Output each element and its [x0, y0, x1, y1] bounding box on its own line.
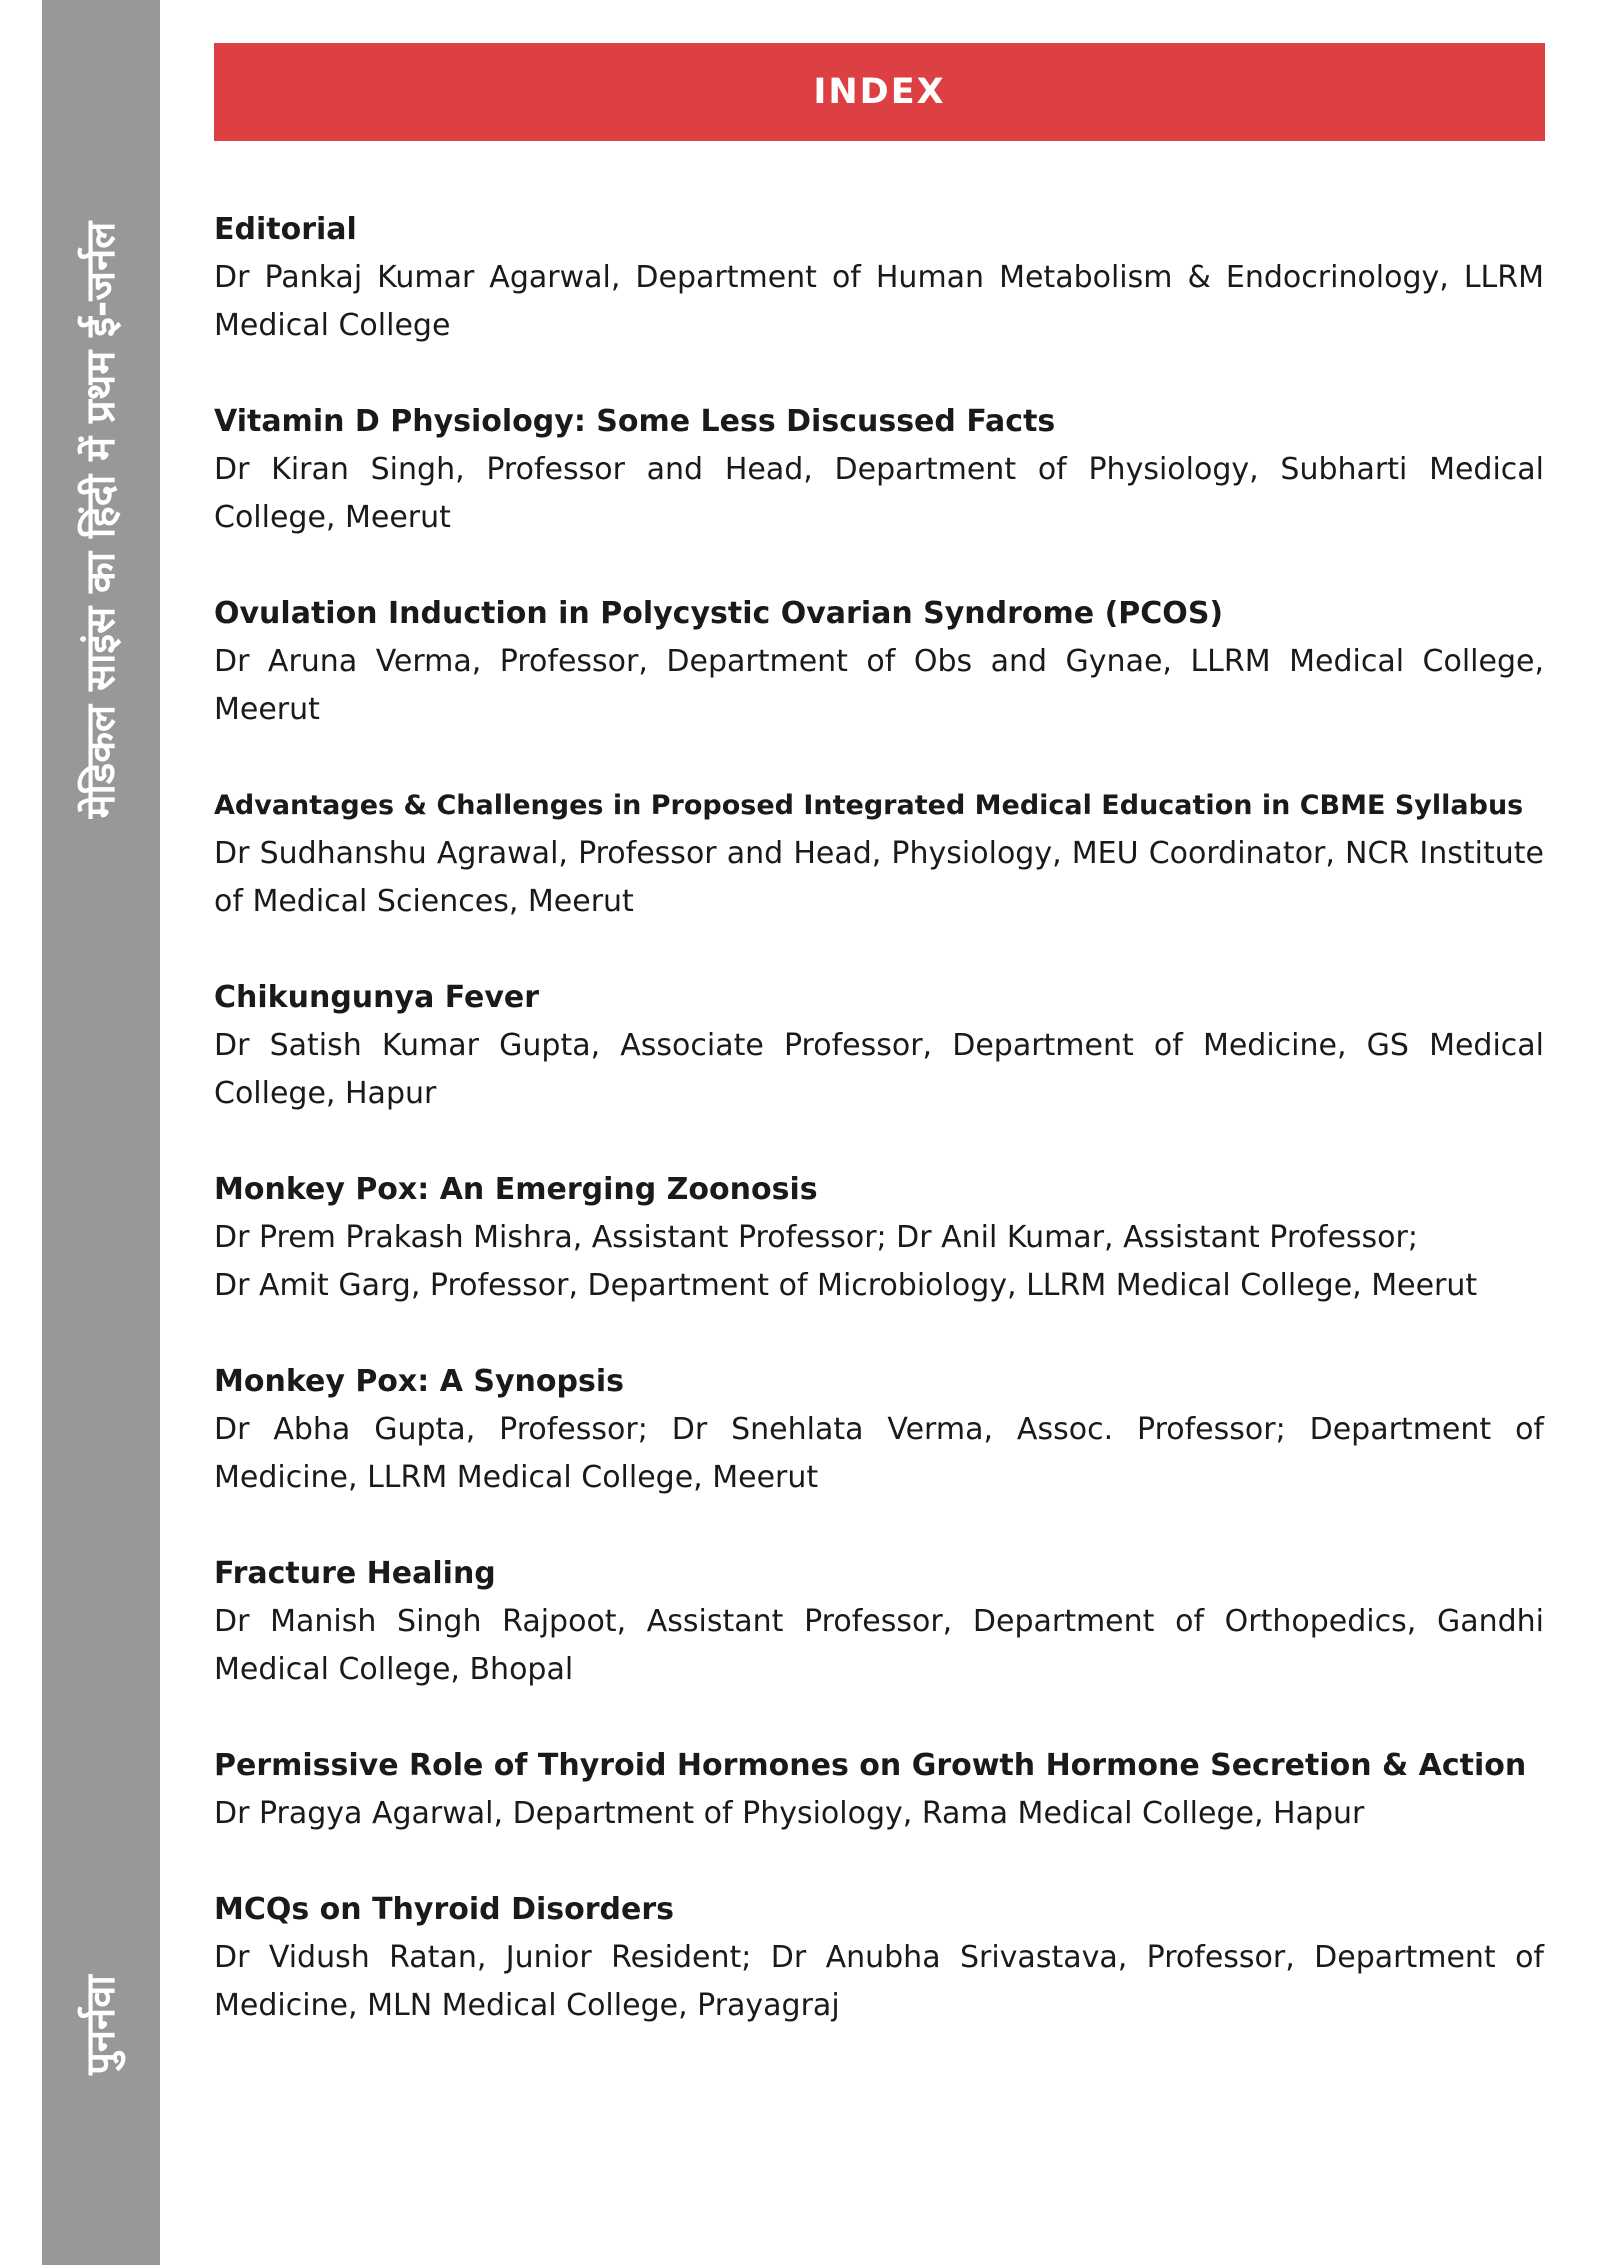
entry-authors: Dr Kiran Singh, Professor and Head, Department of Physiology, Subharti Medical College, Meerut [214, 452, 1544, 535]
entry-title: Monkey Pox: A Synopsis [214, 1364, 624, 1399]
entry-title: Ovulation Induction in Polycystic Ovarian Syndrome (PCOS) [214, 596, 1224, 631]
index-entry [214, 974, 1544, 1118]
entry-title: Chikungunya Fever [214, 980, 540, 1015]
entry-title: Fracture Healing [214, 1556, 496, 1591]
journal-name: पुनर्नवा [78, 1975, 124, 2075]
entry-authors: Dr Pragya Agarwal, Department of Physiology, Rama Medical College, Hapur [214, 1796, 1365, 1831]
entry-title: Monkey Pox: An Emerging Zoonosis [214, 1172, 818, 1207]
index-entry [214, 782, 1544, 926]
entry-authors-line: Dr Amit Garg, Professor, Department of Microbiology, LLRM Medical College, Meerut [214, 1268, 1478, 1303]
entry-title: MCQs on Thyroid Disorders [214, 1892, 674, 1927]
index-entry [214, 398, 1544, 542]
index-entry [214, 1358, 1544, 1502]
entry-authors: Dr Aruna Verma, Professor, Department of Obs and Gynae, LLRM Medical College, Meerut [214, 644, 1544, 727]
journal-tagline: मेडिकल साइंस का हिंदी में प्रथम ई-जर्नल [78, 221, 124, 819]
entry-authors: Dr Sudhanshu Agrawal, Professor and Head, Physiology, MEU Coordinator, NCR Institute of Medical Sciences, Meerut [214, 836, 1544, 919]
index-entry [214, 1886, 1544, 2030]
entry-authors: Dr Pankaj Kumar Agarwal, Department of Human Metabolism & Endocrinology, LLRM Medical College [214, 260, 1544, 343]
index-entry [214, 1742, 1544, 1838]
index-list [214, 206, 1544, 2078]
entry-title: Editorial [214, 212, 357, 247]
index-entry [214, 1166, 1544, 1310]
entry-authors: Dr Manish Singh Rajpoot, Assistant Professor, Department of Orthopedics, Gandhi Medical College, Bhopal [214, 1604, 1544, 1687]
index-header [214, 43, 1545, 141]
entry-authors: Dr Satish Kumar Gupta, Associate Professor, Department of Medicine, GS Medical College, Hapur [214, 1028, 1544, 1111]
entry-title: Advantages & Challenges in Proposed Integrated Medical Education in CBME Syllabus [214, 790, 1524, 821]
entry-title: Permissive Role of Thyroid Hormones on Growth Hormone Secretion & Action [214, 1748, 1527, 1783]
entry-authors: Dr Abha Gupta, Professor; Dr Snehlata Verma, Assoc. Professor; Department of Medicine, LLRM Medical College, Meerut [214, 1412, 1544, 1495]
entry-authors-line: Dr Prem Prakash Mishra, Assistant Professor; Dr Anil Kumar, Assistant Professor; [214, 1220, 1418, 1255]
index-entry [214, 206, 1544, 350]
entry-title: Vitamin D Physiology: Some Less Discussed Facts [214, 404, 1056, 439]
index-entry [214, 590, 1544, 734]
entry-authors: Dr Vidush Ratan, Junior Resident; Dr Anubha Srivastava, Professor, Department of Medicine, MLN Medical College, Prayagraj [214, 1940, 1544, 2023]
index-entry [214, 1550, 1544, 1694]
entry-authors [214, 1214, 1544, 1310]
index-title: INDEX [813, 72, 946, 112]
